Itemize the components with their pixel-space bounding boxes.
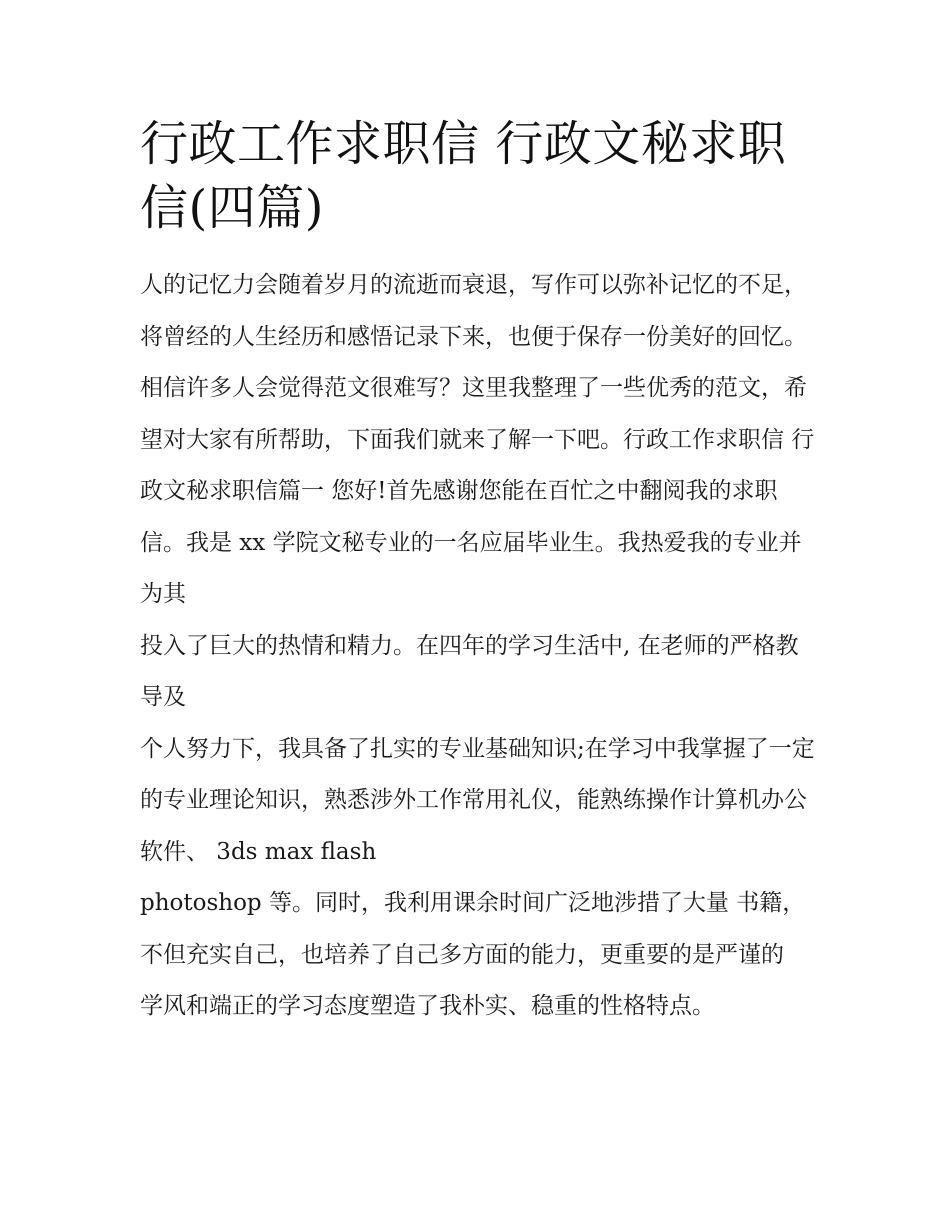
document-title: 行政工作求职信 行政文秘求职信(四篇) — [140, 116, 787, 236]
paragraph-software: photoshop 等。同时，我利用课余时间广泛地涉措了大量 书籍，不但充实自己，也培养了自己多方面的能力，更重要的是严谨的 — [140, 890, 806, 968]
paragraph-effort: 投入了巨大的热情和精力。在四年的学习生活中, 在老师的严格教导及 — [140, 632, 799, 710]
paragraph-intro: 人的记忆力会随着岁月的流逝而衰退，写作可以弥补记忆的不足，将曾经的人生经历和感悟记录下来，也便于保存一份美好的回忆。相信许多人会觉得范文很难写？这里我整理了一些优秀的范文，希望对大家有所帮助，下面我们就来了解一下吧。行政工作求职信 行政文秘求职信篇一 您好!首先感谢您能在百忙之中翻阅我的求职信。我是 xx 学院文秘专业的一名应届毕业生。我热爱我的专业并为其 — [140, 272, 815, 607]
paragraph-character: 学风和端正的学习态度塑造了我朴实、稳重的性格特点。 — [140, 993, 715, 1019]
paragraph-skills: 个人努力下，我具备了扎实的专业基础知识;在学习中我掌握了一定的专业理论知识，熟悉涉外工作常用礼仪，能熟练操作计算机办公软件、 3ds max flash — [140, 735, 815, 865]
document-body — [140, 260, 820, 1033]
document-page — [140, 112, 820, 1033]
